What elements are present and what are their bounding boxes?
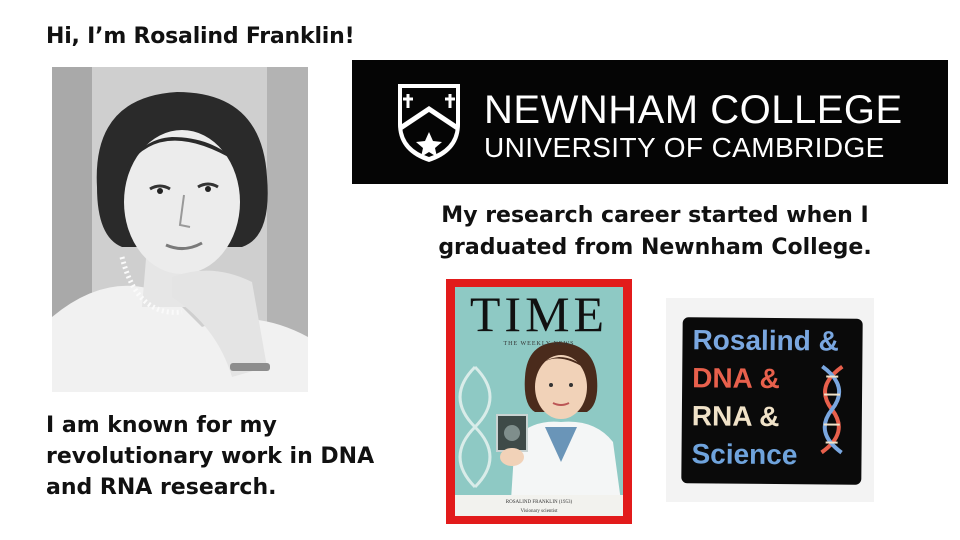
dna-helix-icon (812, 364, 853, 454)
time-caption-name: ROSALIND FRANKLIN (1953) (505, 500, 573, 505)
time-magazine-cover (446, 279, 632, 524)
time-tagline: THE WEEKLY NEWS (503, 341, 575, 347)
logo-college-name: NEWNHAM COLLEGE (484, 88, 903, 132)
college-crest-icon (394, 80, 464, 164)
rosalind-franklin-portrait (52, 67, 308, 392)
science-sticker-frame (666, 298, 874, 502)
time-caption (455, 495, 623, 516)
newnham-college-logo (352, 60, 948, 184)
portrait-illustration (52, 67, 308, 392)
sticker-line-rosalind: Rosalind & (692, 324, 839, 357)
sticker-line-dna: DNA & (692, 362, 780, 395)
time-masthead: TIME (469, 287, 609, 342)
science-sticker (681, 317, 862, 485)
time-cover-art (455, 287, 623, 516)
sticker-line-science: Science (691, 438, 798, 471)
slide-title: Hi, I’m Rosalind Franklin! (46, 24, 355, 49)
career-text: My research career started when I graduated from Newnham College. (438, 203, 872, 260)
logo-university-name: UNIVERSITY OF CAMBRIDGE (484, 132, 885, 163)
time-caption-subtitle: Visionary scientist (520, 509, 558, 514)
sticker-line-rna: RNA & (691, 400, 780, 433)
known-for-text: I am known for my revolutionary work in DNA and RNA research. (46, 413, 375, 500)
